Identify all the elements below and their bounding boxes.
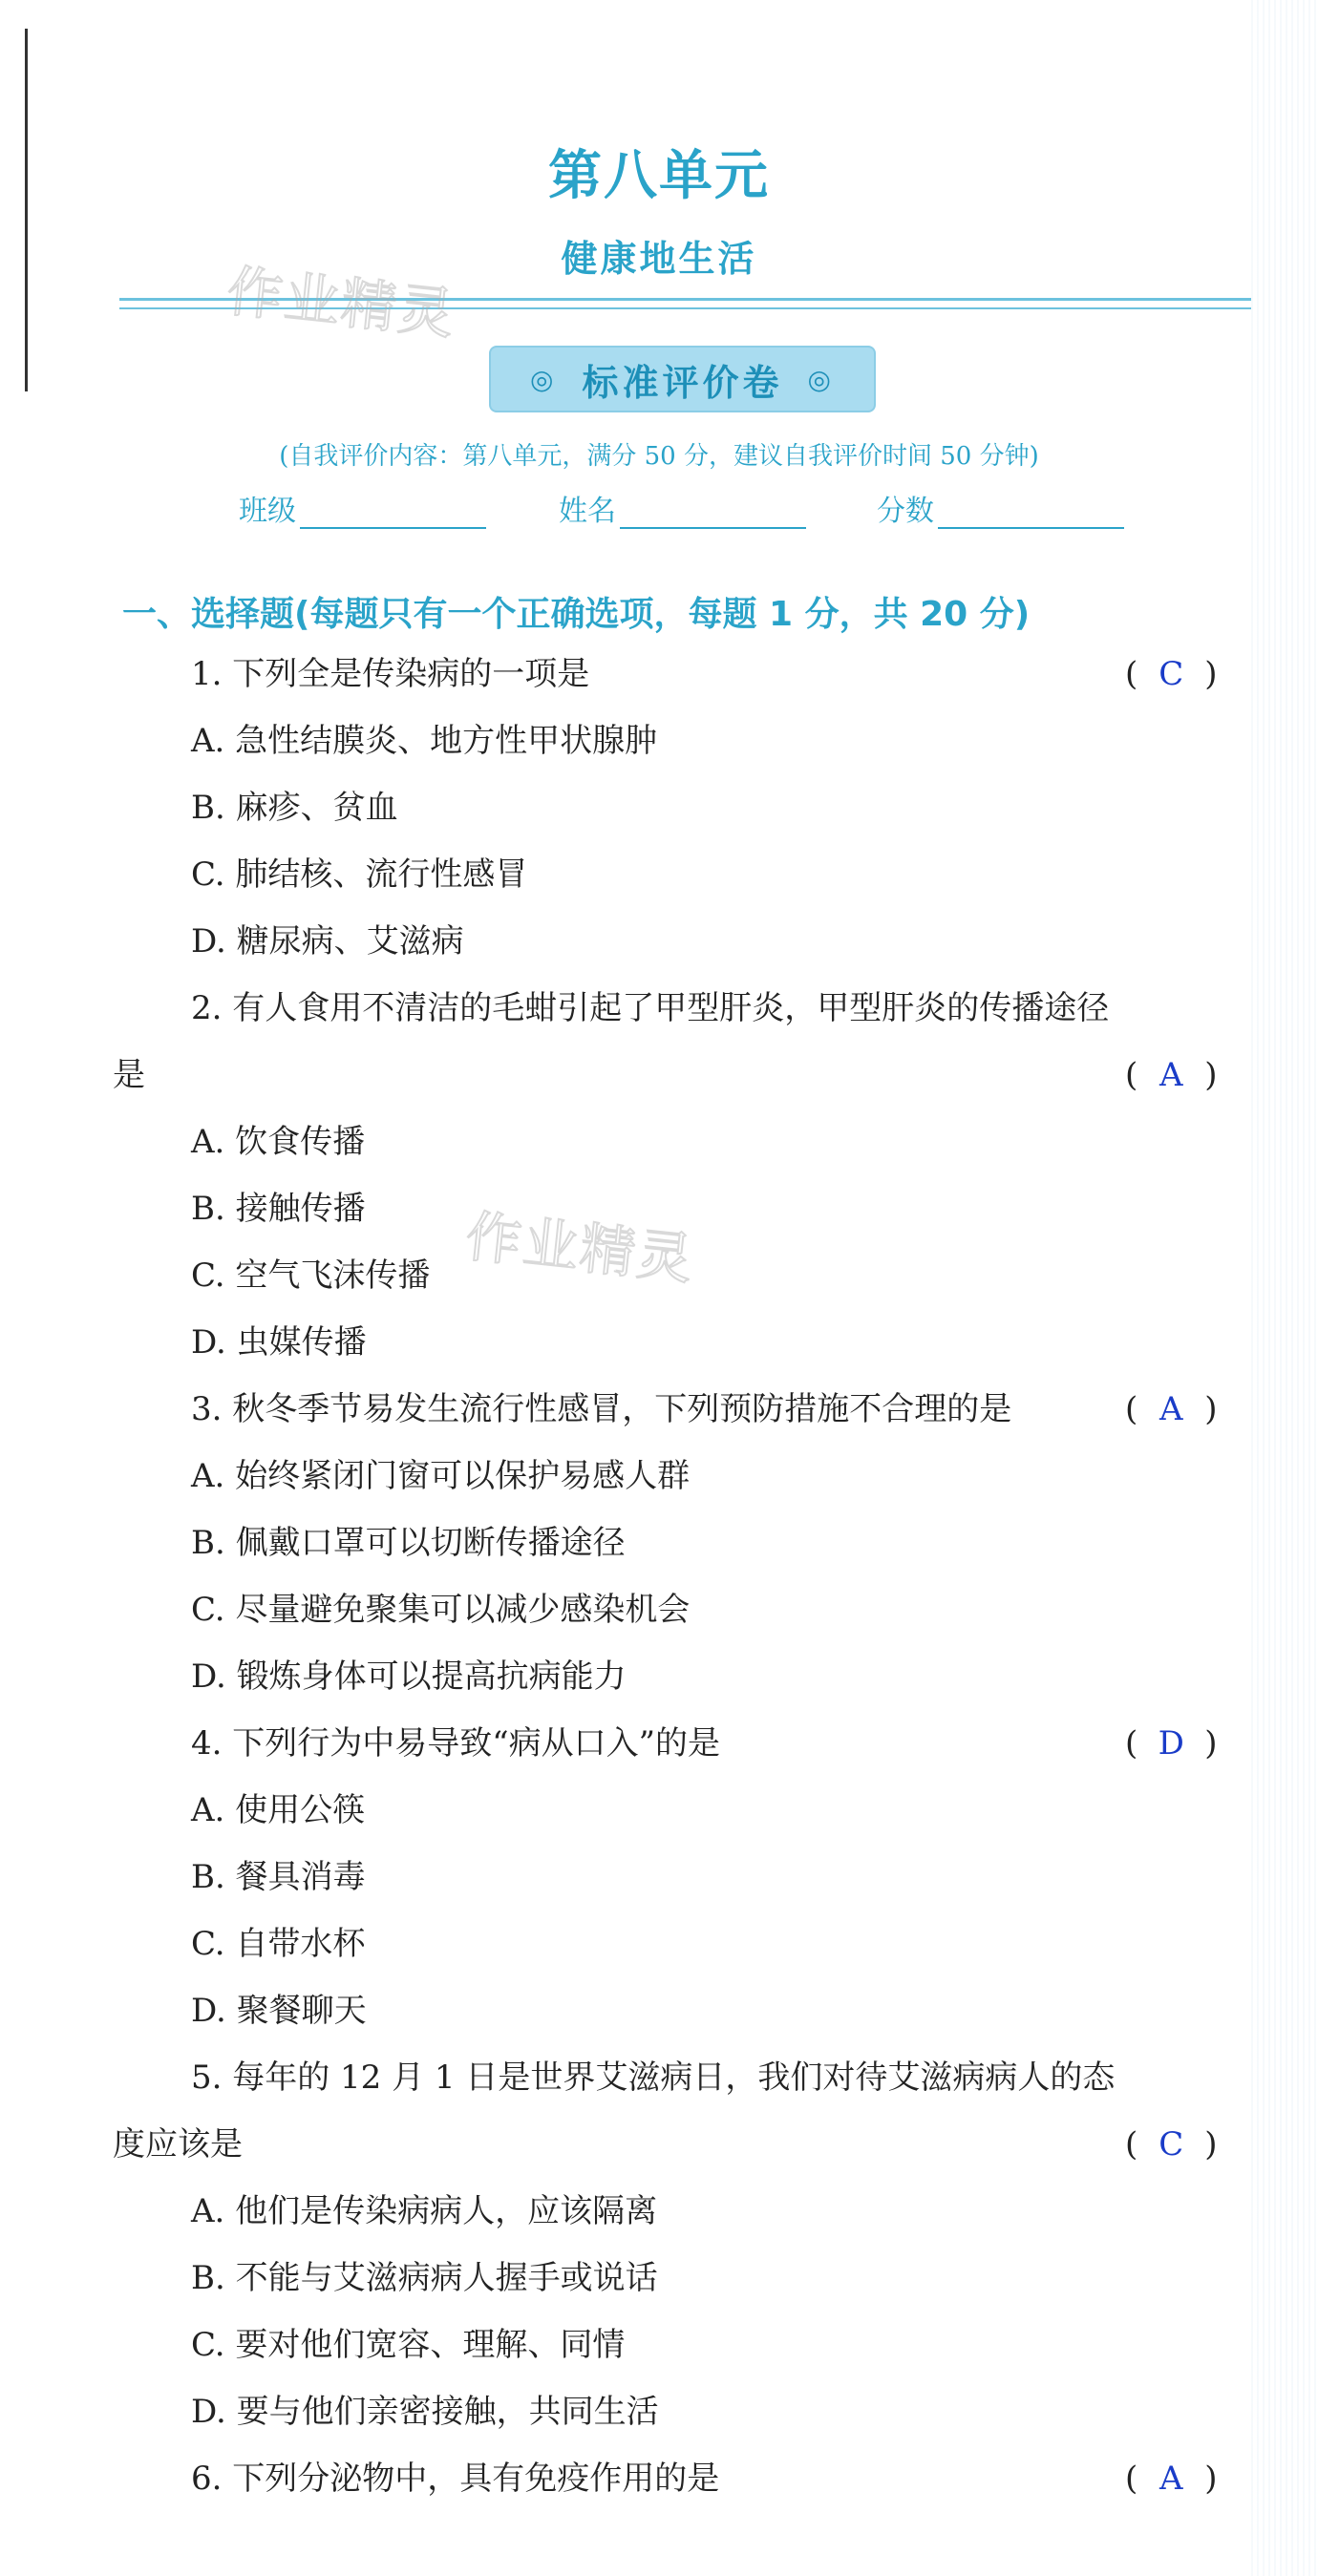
assessment-note: (自我评价内容：第八单元，满分 50 分，建议自我评价时间 50 分钟) (279, 442, 1039, 471)
ornament-icon: ◎ (807, 363, 835, 395)
section-title: 一、选择题(每题只有一个正确选项，每题 1 分，共 20 分) (122, 595, 1031, 634)
option: A. 使用公筷 (191, 1791, 366, 1829)
option: C. 自带水杯 (191, 1925, 366, 1963)
question-stem-continued: 度应该是 (113, 2125, 243, 2164)
option: D. 糖尿病、艾滋病 (191, 922, 464, 961)
option: A. 他们是传染病病人，应该隔离 (191, 2192, 658, 2230)
answer-slot: ( C ) (1125, 2125, 1218, 2164)
unit-subtitle: 健康地生活 (561, 238, 757, 280)
option: B. 不能与艾滋病病人握手或说话 (191, 2259, 658, 2297)
option: C. 尽量避免聚集可以减少感染机会 (191, 1591, 691, 1629)
student-info-fields (239, 487, 1146, 535)
option: B. 佩戴口罩可以切断传播途径 (191, 1524, 626, 1562)
answer-slot: ( C ) (1125, 655, 1218, 693)
option: C. 空气飞沫传播 (191, 1256, 431, 1295)
answer-slot: ( A ) (1125, 1056, 1218, 1094)
watermark-top: 作业精灵 (223, 258, 459, 348)
option: A. 始终紧闭门窗可以保护易感人群 (191, 1457, 691, 1495)
question-stem: 2. 有人食用不清洁的毛蚶引起了甲型肝炎，甲型肝炎的传播途径 (191, 989, 1110, 1027)
question-stem: 6. 下列分泌物中，具有免疫作用的是 (191, 2460, 720, 2498)
exam-type-badge (489, 346, 876, 412)
option: C. 肺结核、流行性感冒 (191, 855, 528, 894)
answer-slot: ( A ) (1125, 1390, 1218, 1428)
ornament-icon: ◎ (530, 363, 558, 395)
unit-title: 第八单元 (548, 145, 770, 207)
question-stem-continued: 是 (113, 1056, 145, 1094)
answer-slot: ( A ) (1125, 2460, 1218, 2498)
page-edge-shade (1251, 0, 1318, 2576)
watermark-middle: 作业精灵 (462, 1203, 698, 1293)
option: B. 麻疹、贫血 (191, 789, 398, 827)
option: A. 急性结膜炎、地方性甲状腺肿 (191, 722, 658, 760)
class-field[interactable]: 班级 (239, 487, 486, 529)
question-stem: 3. 秋冬季节易发生流行性感冒，下列预防措施不合理的是 (191, 1390, 1012, 1428)
option: B. 接触传播 (191, 1190, 366, 1228)
option: D. 锻炼身体可以提高抗病能力 (191, 1658, 627, 1696)
option: D. 虫媒传播 (191, 1323, 367, 1362)
badge-label: 标准评价卷 (582, 360, 783, 404)
name-field[interactable]: 姓名 (559, 487, 806, 529)
answer-slot: ( D ) (1125, 1724, 1218, 1763)
question-stem: 1. 下列全是传染病的一项是 (191, 655, 590, 693)
score-field[interactable]: 分数 (877, 487, 1124, 529)
question-stem: 5. 每年的 12 月 1 日是世界艾滋病日，我们对待艾滋病病人的态 (191, 2059, 1116, 2097)
question-stem: 4. 下列行为中易导致“病从口入”的是 (191, 1724, 721, 1763)
option: D. 聚餐聊天 (191, 1992, 367, 2030)
option: A. 饮食传播 (191, 1123, 366, 1161)
option: C. 要对他们宽容、理解、同情 (191, 2326, 626, 2364)
option: D. 要与他们亲密接触，共同生活 (191, 2393, 659, 2431)
left-margin-rule (25, 29, 28, 391)
option: B. 餐具消毒 (191, 1858, 366, 1896)
